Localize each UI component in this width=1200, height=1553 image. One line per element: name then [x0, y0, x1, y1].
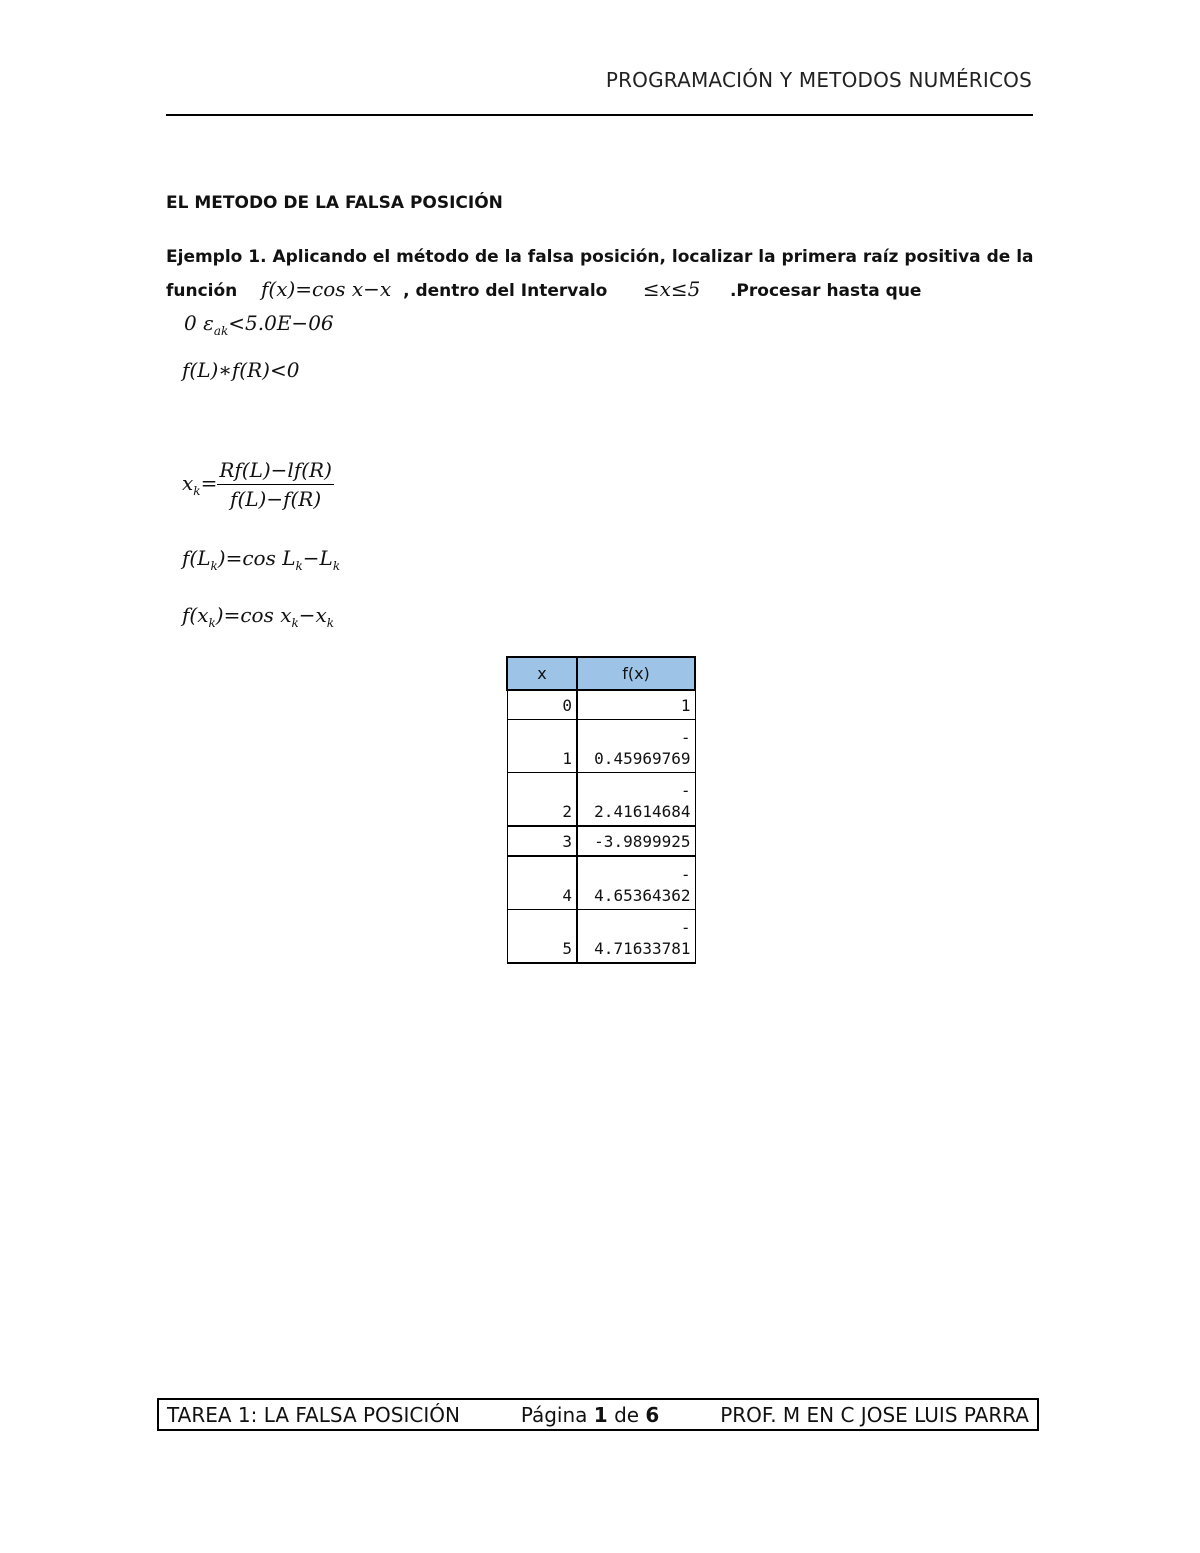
cell-x: 4 [507, 856, 577, 910]
table-row [507, 856, 695, 910]
condition-equation: f(L)∗f(R)<0 [182, 358, 300, 382]
cell-fx: 1 [577, 690, 695, 720]
cell-x: 1 [507, 720, 577, 773]
cell-x: 3 [507, 826, 577, 856]
footer-professor: PROF. M EN C JOSE LUIS PARRA [720, 1402, 1029, 1427]
interval-expression: ≤x≤5 [642, 277, 701, 301]
cell-x: 2 [507, 773, 577, 827]
function-expression: f(x)=cos x−x [260, 277, 392, 301]
cell-x: 5 [507, 910, 577, 964]
example-lead: Ejemplo 1. Aplicando el método de la falsa posición, localizar la primera raíz positiva de la [166, 247, 1034, 267]
funcion-label: función [166, 281, 238, 301]
column-header-x: x [507, 657, 577, 690]
cell-fx: - 4.65364362 [577, 856, 695, 910]
xk-formula: $x_k=$ $\frac{Rf(L)-lf(R)}{f(L)-f(R)}$ [182, 458, 332, 511]
header-divider [166, 114, 1033, 116]
table-row [507, 690, 695, 720]
footer-page-number: Página 1 de 6 [520, 1402, 660, 1427]
cell-fx: - 0.45969769 [577, 720, 695, 773]
example-statement [166, 241, 1046, 347]
footer-assignment: TAREA 1: LA FALSA POSICIÓN [167, 1402, 460, 1427]
cell-fx: - 4.71633781 [577, 910, 695, 964]
section-title: EL METODO DE LA FALSA POSICIÓN [166, 193, 503, 213]
page-footer [157, 1398, 1039, 1431]
table-row [507, 773, 695, 827]
cell-fx: -3.9899925 [577, 826, 695, 856]
tolerance-expression: 0 $\varepsilon_{ak}<5.0E-06$ [184, 311, 334, 338]
values-table [506, 656, 696, 964]
fx-equation: $f(x_k)=\cos$ $x_k-x_k$ [182, 603, 335, 630]
fl-equation: $f(L_k)=\cos$ $L_k-L_k$ [182, 546, 341, 573]
table-row [507, 826, 695, 856]
process-label: .Procesar hasta que [729, 281, 922, 301]
cell-x: 0 [507, 690, 577, 720]
interval-label: , dentro del Intervalo [403, 281, 608, 301]
table-row [507, 720, 695, 773]
page-header-title: PROGRAMACIÓN Y METODOS NUMÉRICOS [605, 68, 1032, 92]
cell-fx: - 2.41614684 [577, 773, 695, 827]
column-header-fx: f(x) [577, 657, 695, 690]
table-row [507, 910, 695, 964]
